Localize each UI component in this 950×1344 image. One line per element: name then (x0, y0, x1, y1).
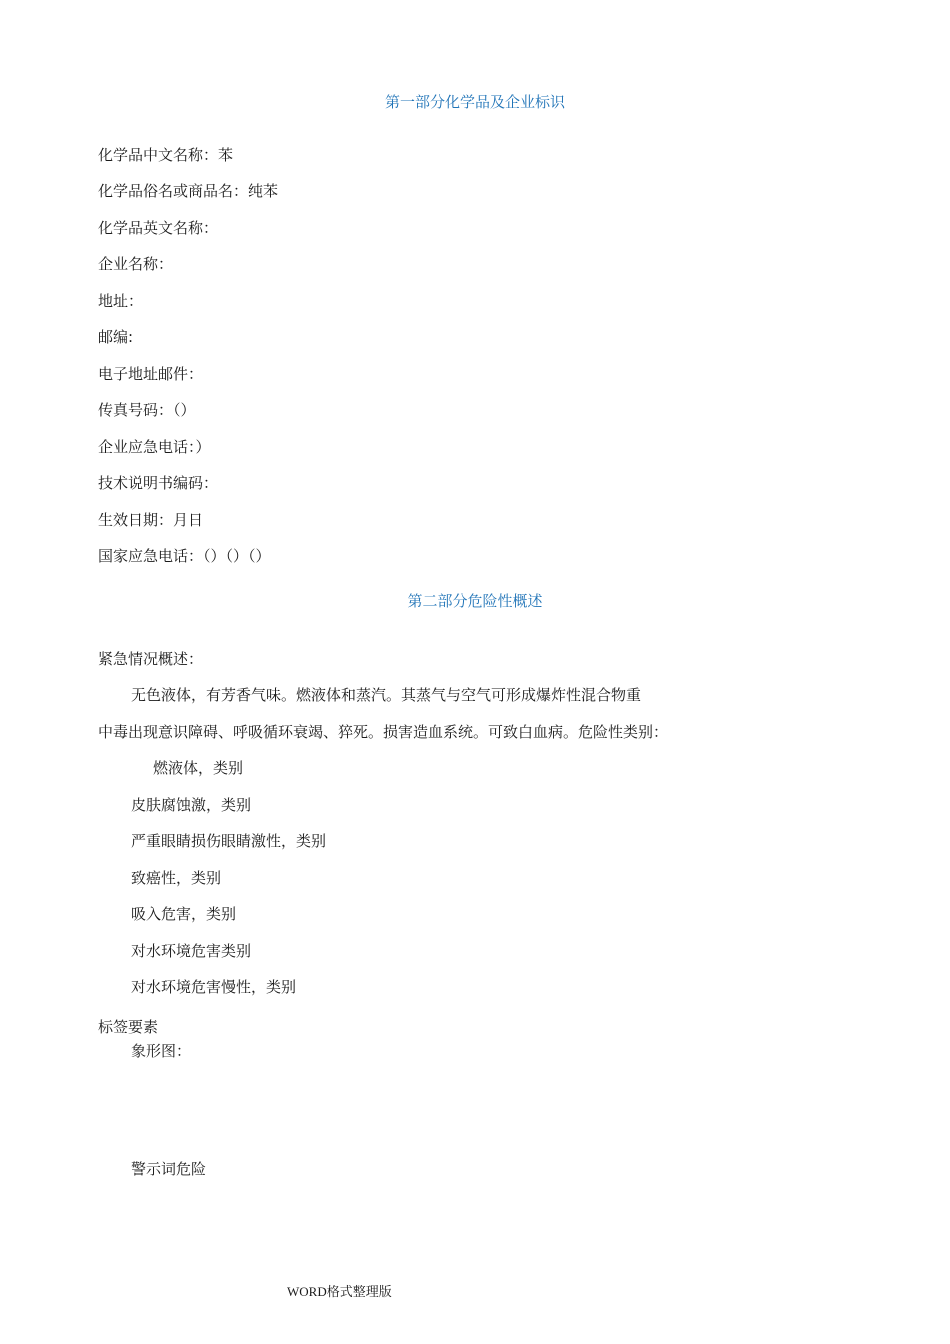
part1-heading: 第一部分化学品及企业标识 (384, 93, 565, 111)
field-company-name: 企业名称： (98, 255, 174, 273)
emergency-overview-label: 紧急情况概述： (98, 650, 204, 668)
field-common-name: 化学品俗名或商品名：纯苯 (98, 182, 279, 200)
field-company-emergency-phone: 企业应急电话：） (98, 438, 211, 456)
hazard-category-item: 严重眼睛损伤眼睛激性，类别 (131, 832, 327, 850)
description-line-2: 中毒出现意识障碍、呼吸循环衰竭、猝死。损害造血系统。可致白血病。危险性类别： (98, 723, 669, 741)
hazard-category-item: 对水环境危害慢性，类别 (131, 978, 297, 996)
description-line-1: 无色液体，有芳香气味。燃液体和蒸汽。其蒸气与空气可形成爆炸性混合物重 (131, 686, 642, 704)
hazard-category-item: 对水环境危害类别 (131, 942, 252, 960)
part2-heading: 第二部分危险性概述 (407, 592, 543, 610)
field-effective-date: 生效日期：月日 (98, 511, 204, 529)
hazard-category-item: 吸入危害，类别 (131, 905, 237, 923)
signal-word: 警示词危险 (131, 1160, 207, 1178)
footer-watermark: WORD格式整理版 (287, 1284, 392, 1299)
pictogram-label: 象形图： (131, 1042, 192, 1060)
field-sds-code: 技术说明书编码： (98, 474, 219, 492)
hazard-category-item: 皮肤腐蚀激，类别 (131, 796, 252, 814)
field-national-emergency-phone: 国家应急电话：（）（）（） (98, 547, 271, 565)
field-postcode: 邮编: (98, 328, 134, 346)
field-english-name: 化学品英文名称： (98, 219, 219, 237)
hazard-category-item: 燃液体，类别 (153, 759, 244, 777)
field-fax: 传真号码：（） (98, 401, 196, 419)
field-address: 地址： (98, 292, 144, 310)
field-email: 电子地址邮件： (98, 365, 204, 383)
field-chinese-name: 化学品中文名称：苯 (98, 146, 234, 164)
label-elements-heading: 标签要素 (98, 1018, 159, 1036)
hazard-category-item: 致癌性，类别 (131, 869, 222, 887)
